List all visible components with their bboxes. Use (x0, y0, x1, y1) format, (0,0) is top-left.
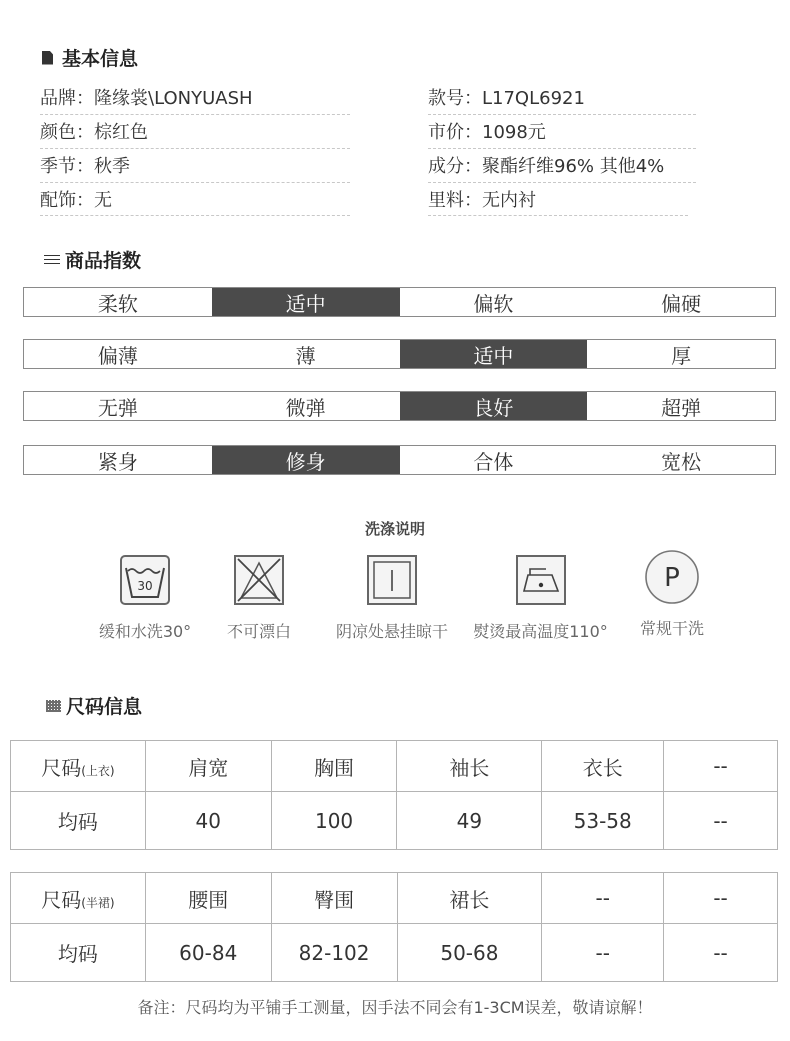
table-header: -- (542, 873, 664, 924)
wash-label: 缓和水洗30° (98, 622, 192, 641)
rating-option-selected: 良好 (400, 392, 588, 420)
divider (40, 148, 350, 149)
table-cell: 49 (397, 792, 542, 850)
table-header: 裙长 (397, 873, 542, 924)
svg-text:30: 30 (137, 579, 153, 593)
rating-option: 薄 (295, 343, 316, 368)
size-table-bottom (10, 872, 778, 982)
rating-option: 厚 (671, 343, 692, 368)
table-cell: -- (664, 792, 778, 850)
table-cell: 100 (271, 792, 397, 850)
wash-item (204, 555, 314, 642)
info-brand: 品牌：隆缘裳\LONYUASH (40, 88, 253, 109)
divider (40, 215, 350, 216)
table-header: 肩宽 (145, 741, 271, 792)
table-header: 胸围 (271, 741, 397, 792)
dry-clean-icon (644, 549, 700, 605)
size-table-top (10, 740, 778, 850)
rating-option: 宽松 (661, 449, 702, 474)
wash-label: 常规干洗 (639, 619, 704, 638)
svg-text:P: P (664, 563, 680, 593)
rating-option: 偏软 (473, 291, 514, 316)
index-title: 商品指数 (65, 250, 142, 272)
wash-label: 熨烫最高温度110° (473, 622, 608, 641)
table-cell: -- (664, 924, 778, 982)
table-header: -- (664, 873, 778, 924)
iron-icon (516, 555, 566, 605)
divider (428, 182, 696, 183)
table-row (11, 873, 778, 924)
rating-option: 偏硬 (661, 291, 702, 316)
table-row (11, 924, 778, 982)
wash-item (90, 555, 200, 642)
elasticity-row (23, 391, 776, 421)
divider (428, 215, 688, 216)
table-header: -- (664, 741, 778, 792)
rating-option: 超弹 (661, 395, 702, 420)
info-accessory: 配饰：无 (40, 190, 112, 211)
rating-option: 偏薄 (97, 343, 138, 368)
info-style-no: 款号：L17QL6921 (428, 88, 585, 109)
no-bleach-icon (234, 555, 284, 605)
rating-option-selected: 修身 (212, 446, 400, 474)
wash-title: 洗涤说明 (364, 520, 425, 538)
rating-option-selected: 适中 (212, 288, 400, 316)
basic-info-title: 基本信息 (62, 48, 139, 70)
divider (428, 114, 696, 115)
table-cell: 60-84 (145, 924, 271, 982)
divider (428, 148, 696, 149)
table-header: 尺码(上衣) (11, 741, 146, 792)
table-row (11, 792, 778, 850)
table-cell: 均码 (11, 924, 146, 982)
wash-item (622, 549, 722, 639)
size-title: 尺码信息 (66, 696, 143, 718)
divider (40, 182, 350, 183)
info-lining: 里料：无内衬 (428, 190, 536, 211)
rating-option: 无弹 (97, 395, 138, 420)
size-note: 备注：尺码均为平铺手工测量，因手法不同会有1-3CM误差，敬请谅解！ (137, 998, 653, 1017)
divider (40, 114, 350, 115)
list-icon (44, 254, 60, 266)
size-heading (46, 692, 142, 719)
wash-label: 阴凉处悬挂晾干 (335, 622, 448, 641)
rating-option: 柔软 (97, 291, 138, 316)
table-header: 尺码(半裙) (11, 873, 146, 924)
table-cell: 50-68 (397, 924, 542, 982)
table-header: 腰围 (145, 873, 271, 924)
wash-label: 不可漂白 (226, 622, 291, 641)
info-color: 颜色：棕红色 (40, 122, 148, 143)
table-cell: 82-102 (271, 924, 397, 982)
table-header: 臀围 (271, 873, 397, 924)
rating-option: 合体 (473, 449, 514, 474)
fit-row (23, 445, 776, 475)
table-header: 袖长 (397, 741, 542, 792)
line-dry-shade-icon (367, 555, 417, 605)
wash-item (323, 555, 461, 642)
table-cell: -- (542, 924, 664, 982)
info-season: 季节：秋季 (40, 156, 130, 177)
wash-30-icon (120, 555, 170, 605)
thickness-row (23, 339, 776, 369)
info-material: 成分：聚酯纤维96% 其他4% (428, 156, 665, 177)
table-row (11, 741, 778, 792)
table-icon (46, 700, 61, 712)
softness-row (23, 287, 776, 317)
rating-option: 紧身 (97, 449, 138, 474)
index-heading (44, 246, 141, 273)
rating-option-selected: 适中 (400, 340, 588, 368)
table-cell: 均码 (11, 792, 146, 850)
rating-option: 微弹 (285, 395, 326, 420)
table-cell: 53-58 (542, 792, 664, 850)
basic-info-heading (42, 44, 138, 71)
info-price: 市价：1098元 (428, 122, 546, 143)
table-cell: 40 (145, 792, 271, 850)
table-header: 衣长 (542, 741, 664, 792)
wash-item (468, 555, 613, 642)
document-icon (42, 51, 53, 65)
